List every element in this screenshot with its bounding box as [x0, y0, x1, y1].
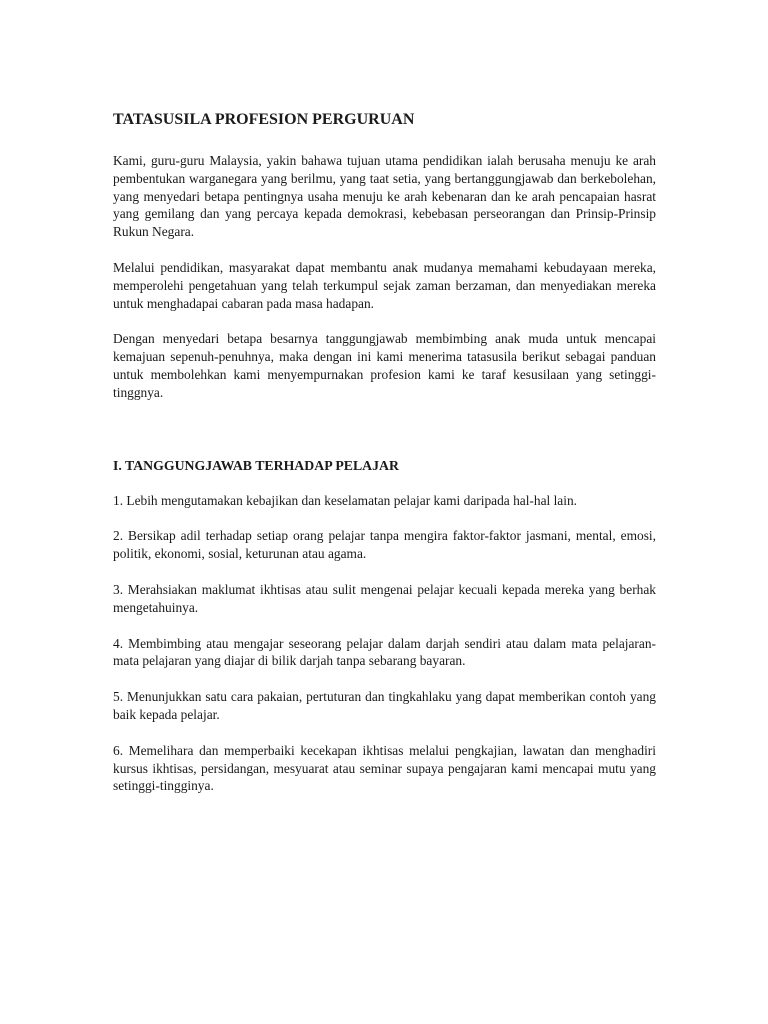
list-item: 4. Membimbing atau mengajar seseorang pelajar dalam darjah sendiri atau dalam mata pelajaran-mata pelajaran yang diajar di bilik darjah tanpa sebarang bayaran.	[113, 635, 656, 669]
section-spacer	[113, 420, 656, 456]
education-paragraph: Melalui pendidikan, masyarakat dapat membantu anak mudanya memahami kebudayaan mereka, memperolehi pengetahuan yang telah terkumpul sejak zaman berzaman, dan menyediakan mereka untuk menghadapai cabaran pada masa hadapan.	[113, 259, 656, 311]
document-page	[113, 108, 656, 813]
intro-paragraph: Kami, guru-guru Malaysia, yakin bahawa tujuan utama pendidikan ialah berusaha menuju ke arah pembentukan warganegara yang berilmu, yang taat setia, yang bertanggungjawab dan berkebolehan, yang menyedari betapa pentingnya usaha menuju ke arah kebenaran dan ke arah pencapaian hasrat yang gemilang dan yang percaya kepada demokrasi, kebebasan perseorangan dan Prinsip-Prinsip Rukun Negara.	[113, 153, 656, 240]
list-item: 3. Merahsiakan maklumat ikhtisas atau sulit mengenai pelajar kecuali kepada mereka yang berhak mengetahuinya.	[113, 581, 656, 615]
acceptance-paragraph: Dengan menyedari betapa besarnya tanggungjawab membimbing anak muda untuk mencapai kemajuan sepenuh-penuhnya, maka dengan ini kami menerima tatasusila berikut sebagai panduan untuk membolehkan kami menyempurnakan profesion kami ke taraf kesusilaan yang setinggi-tinggnya.	[113, 331, 656, 400]
list-item: 1. Lebih mengutamakan kebajikan dan keselamatan pelajar kami daripada hal-hal lain.	[113, 492, 578, 508]
list-item: 6. Memelihara dan memperbaiki kecekapan ikhtisas melalui pengkajian, lawatan dan menghadiri kursus ikhtisas, persidangan, mesyuarat atau seminar supaya pengajaran kami mencapai mutu yang setinggi-tingginya.	[113, 742, 656, 794]
document-title: TATASUSILA PROFESION PERGURUAN	[113, 111, 415, 128]
list-item: 2. Bersikap adil terhadap setiap orang pelajar tanpa mengira faktor-faktor jasmani, mental, emosi, politik, ekonomi, sosial, keturunan atau agama.	[113, 528, 656, 562]
list-item: 5. Menunjukkan satu cara pakaian, pertuturan dan tingkahlaku yang dapat memberikan contoh yang baik kepada pelajar.	[113, 689, 656, 722]
section-heading: I. TANGGUNGJAWAB TERHADAP PELAJAR	[113, 457, 399, 473]
